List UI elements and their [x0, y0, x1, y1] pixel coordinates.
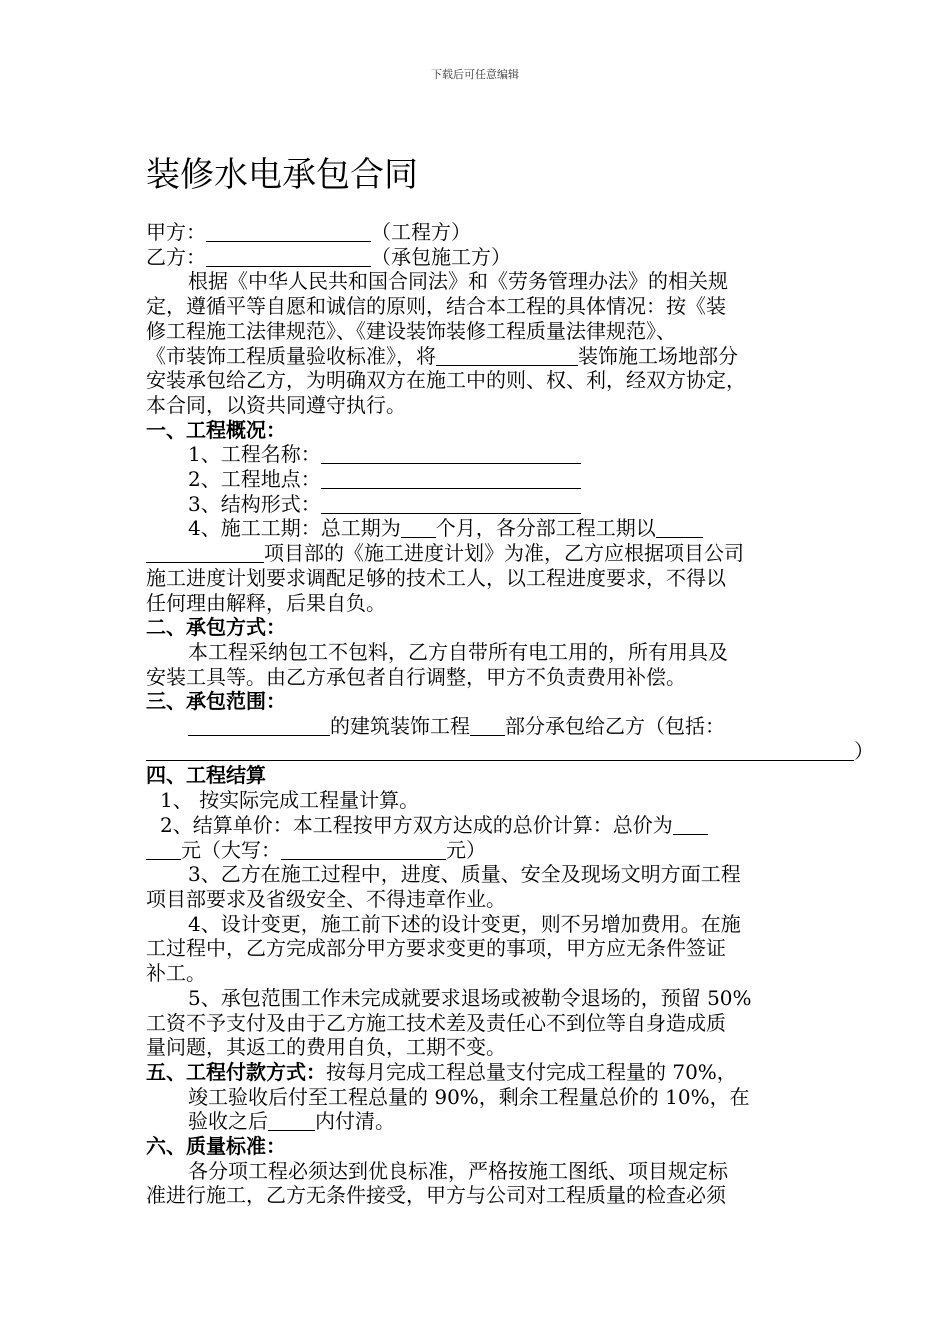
contract-line: 项目部要求及省级安全、不得违章作业。 — [146, 886, 506, 911]
contract-line: 竣工验收后付至工程总量的 90%，剩余工程量总价的 10%，在 — [188, 1084, 750, 1109]
contract-line: 六、质量标准： — [146, 1134, 286, 1159]
blank-field — [321, 493, 581, 514]
contract-line: 各分项工程必须达到优良标准，严格按施工图纸、项目规定标 — [188, 1158, 728, 1183]
contract-line: 项目部的《施工进度计划》为准，乙方应根据项目公司 — [146, 541, 816, 566]
contract-line: 二、承包方式： — [146, 615, 286, 640]
blank-field — [268, 1110, 315, 1131]
blank-field — [146, 542, 264, 563]
contract-line: 2、结算单价：本工程按甲方双方达成的总价计算：总价为 — [146, 813, 816, 838]
contract-line: 本工程采纳包工不包料，乙方自带所有电工用的，所有用具及 — [188, 639, 728, 664]
document-title: 装修水电承包合同 — [146, 155, 418, 195]
contract-line: 本合同，以资共同遵守执行。 — [146, 392, 406, 417]
contract-line: 三、承包范围： — [146, 689, 286, 714]
blank-field — [673, 814, 708, 835]
contract-line: 任何理由解释，后果自负。 — [146, 590, 386, 615]
contract-document — [146, 150, 874, 1208]
blank-field — [146, 740, 854, 761]
contract-line: 工过程中，乙方完成部分甲方要求变更的事项，甲方应无条件签证 — [146, 936, 726, 961]
blank-field — [321, 443, 581, 464]
contract-line: ） — [146, 739, 816, 764]
contract-line: 元（大写： 元） — [146, 838, 816, 863]
blank-field — [188, 715, 330, 736]
contract-line: 甲方： （工程方） — [146, 220, 471, 244]
contract-line: 补工。 — [146, 961, 206, 986]
blank-field — [470, 715, 505, 736]
contract-body — [146, 220, 874, 1208]
contract-line: 量问题，其返工的费用自负，工期不变。 — [146, 1035, 506, 1060]
contract-line: 施工进度计划要求调配足够的技术工人，以工程进度要求，不得以 — [146, 565, 726, 590]
contract-line: 修工程施工法律规范》、《建设装饰装修工程质量法律规范》、 — [146, 318, 676, 343]
contract-line: 5、承包范围工作未完成就要求退场或被勒令退场的，预留 50% — [188, 985, 752, 1010]
blank-field — [206, 246, 371, 267]
header-note: 下载后可任意编辑 — [431, 68, 519, 81]
blank-field — [321, 468, 581, 489]
contract-line: 五、工程付款方式：按每月完成工程总量支付完成工程量的 70%， — [146, 1059, 737, 1084]
contract-line: 乙方： （承包施工方） — [146, 244, 511, 269]
blank-field — [206, 221, 371, 242]
contract-line: 1、工程名称： — [146, 442, 816, 467]
contract-line: 安装工具等。由乙方承包者自行调整，甲方不负责费用补偿。 — [146, 664, 686, 689]
blank-field — [436, 345, 578, 366]
contract-line: 工资不予支付及由于乙方施工技术差及责任心不到位等自身造成质 — [146, 1010, 726, 1035]
contract-line: 2、工程地点： — [146, 467, 816, 492]
contract-line: 4、施工工期：总工期为 个月，各分部工程工期以 — [146, 516, 816, 541]
blank-field — [281, 839, 446, 860]
blank-field — [401, 517, 436, 538]
contract-line: 3、乙方在施工过程中，进度、质量、安全及现场文明方面工程 — [188, 862, 741, 887]
contract-line: 验收之后 内付清。 — [188, 1109, 395, 1134]
contract-line: 1、 按实际完成工程量计算。 — [160, 788, 420, 813]
contract-line: 定，遵循平等自愿和诚信的原则，结合本工程的具体情况：按《装 — [146, 294, 726, 319]
blank-field — [146, 839, 181, 860]
contract-line: 四、工程结算 — [146, 763, 266, 788]
contract-line: 3、结构形式： — [146, 492, 816, 517]
blank-field — [656, 517, 703, 538]
contract-line: 4、设计变更，施工前下述的设计变更，则不另增加费用。在施 — [188, 911, 741, 936]
contract-line: 安装承包给乙方，为明确双方在施工中的则、权、利，经双方协定， — [146, 368, 746, 393]
contract-line: 准进行施工，乙方无条件接受，甲方与公司对工程质量的检查必须 — [146, 1183, 726, 1208]
contract-line: 一、工程概况： — [146, 417, 286, 442]
contract-line: 根据《中华人民共和国合同法》和《劳务管理办法》的相关规 — [188, 269, 728, 294]
contract-line: 《市装饰工程质量验收标准》，将 装饰施工场地部分 — [146, 343, 738, 368]
contract-line: 的建筑装饰工程 部分承包给乙方（包括： — [146, 714, 816, 739]
